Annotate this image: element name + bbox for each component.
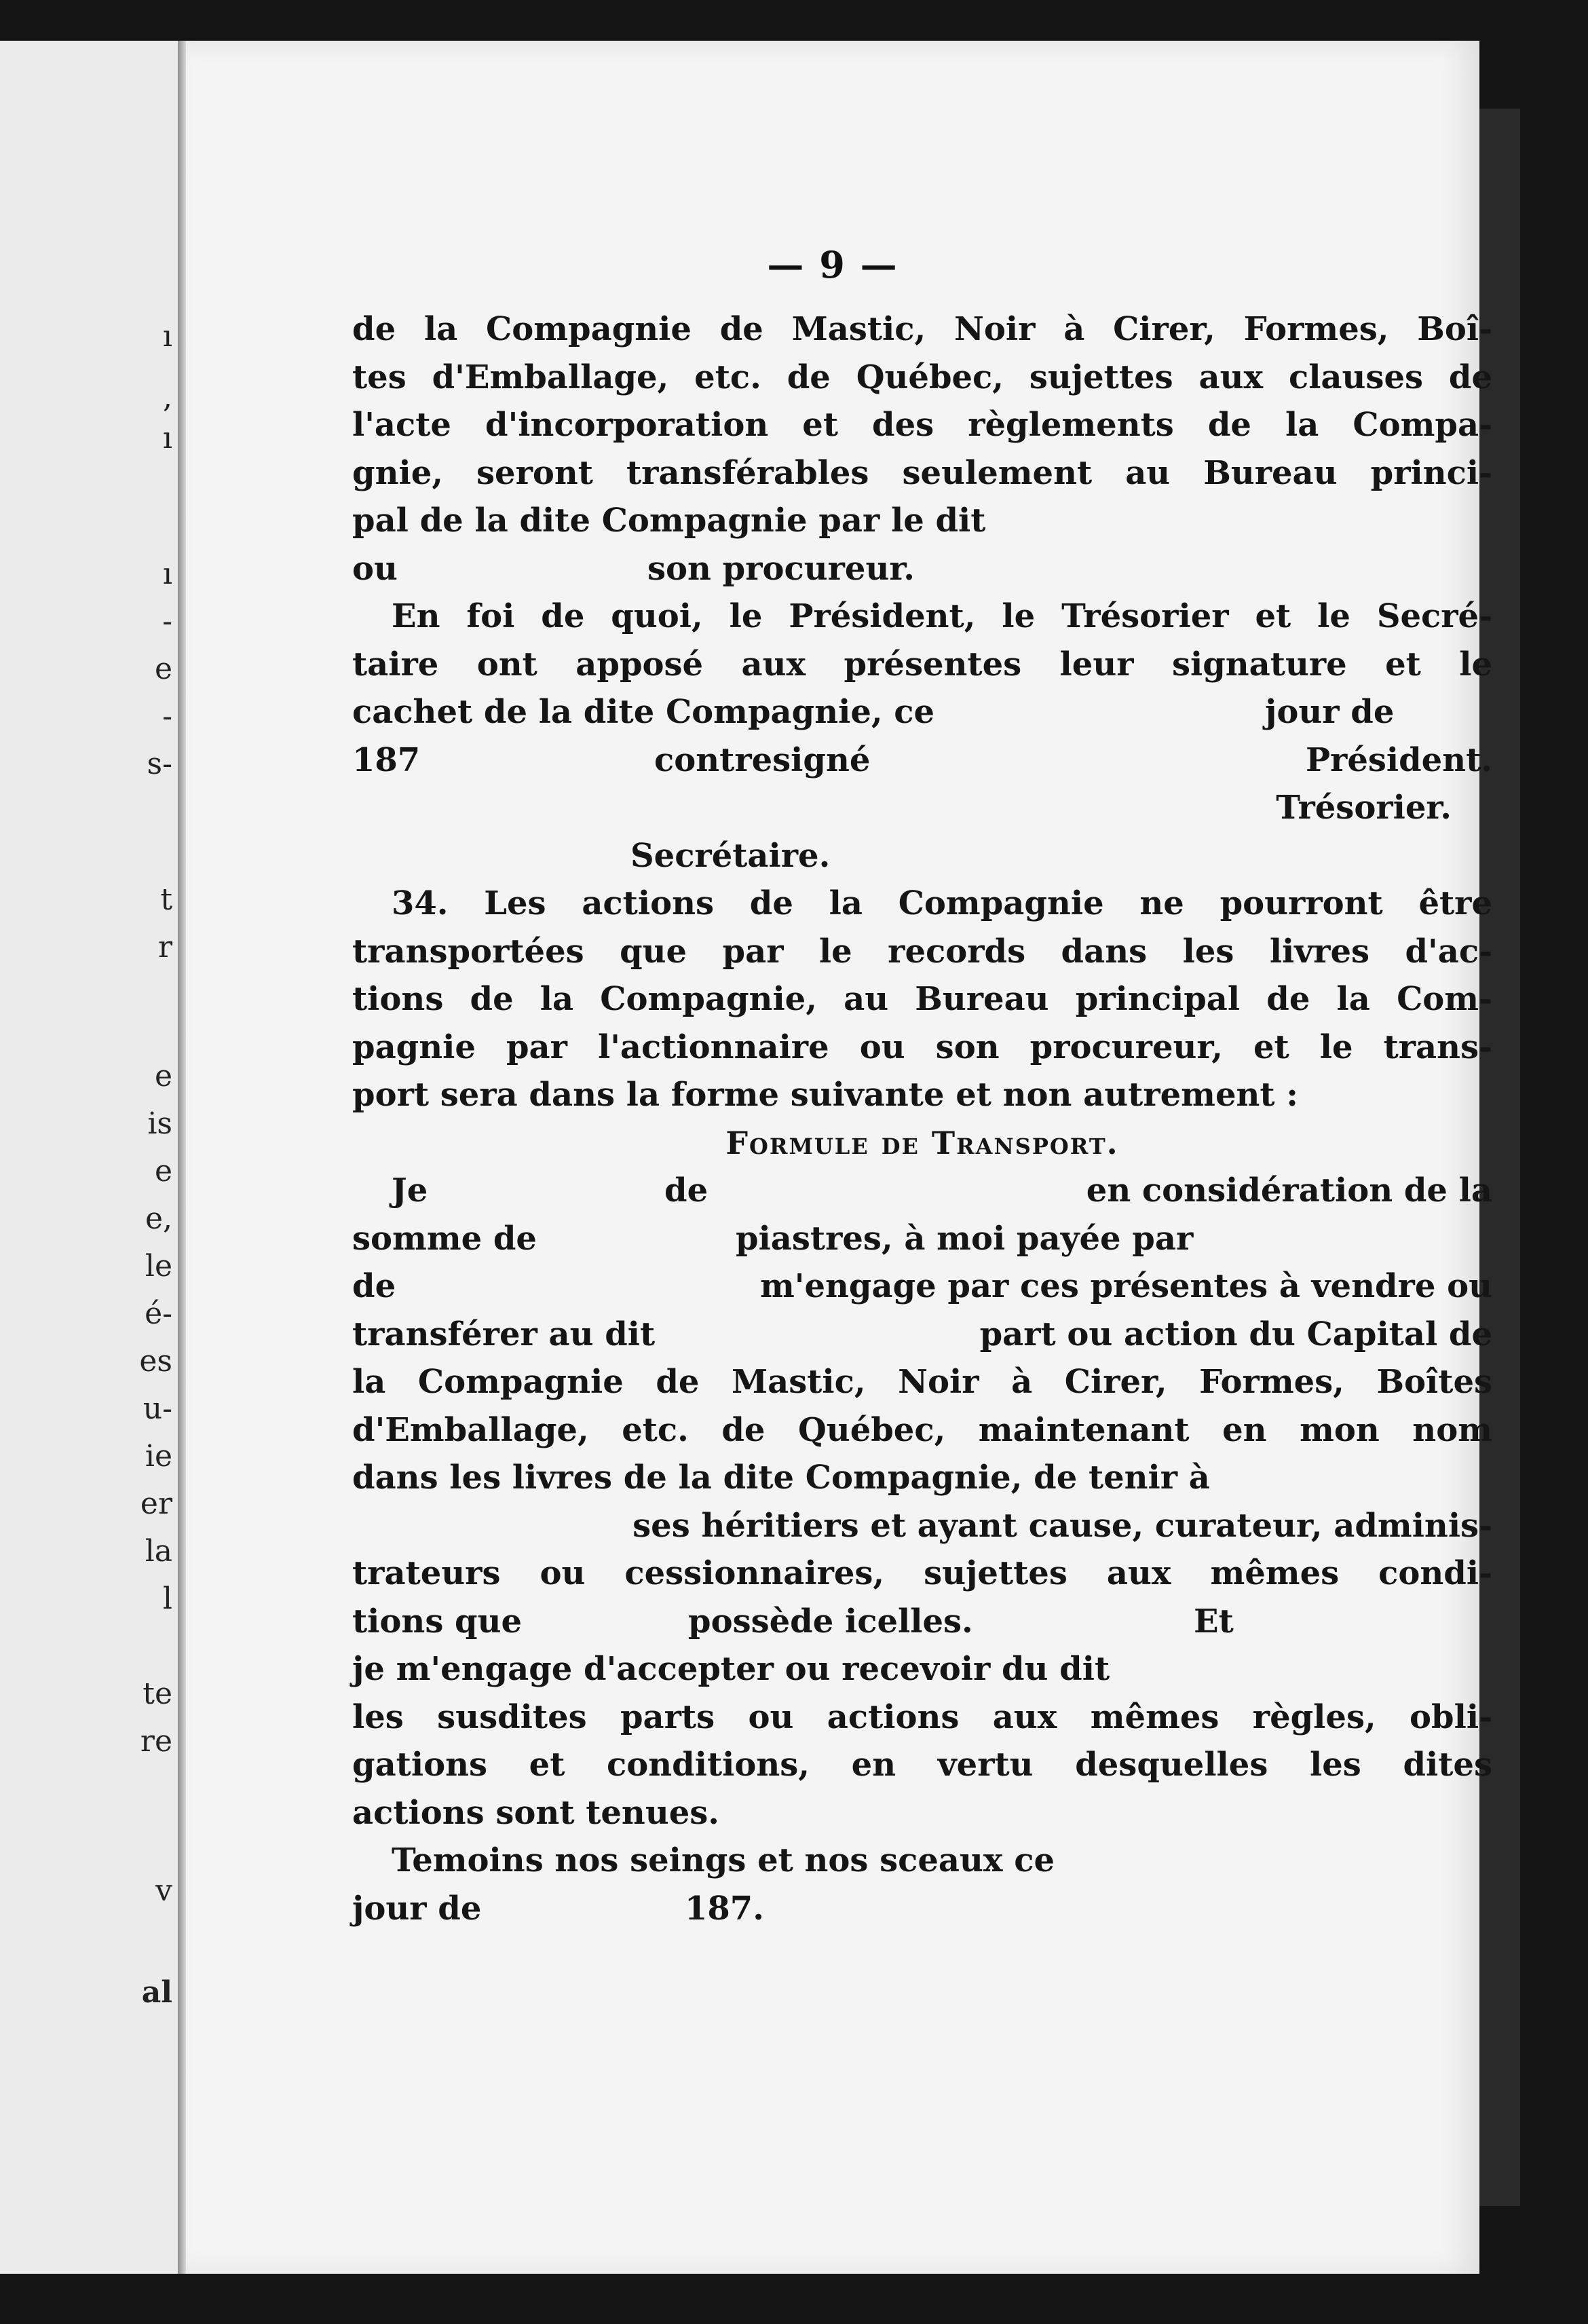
text-line — [352, 1502, 1492, 1550]
text-segment: ou — [352, 549, 398, 588]
text-segment: Temoins nos seings et nos sceaux ce — [392, 1841, 1055, 1879]
document-page — [186, 41, 1492, 2274]
facing-fragment: é- — [145, 1296, 172, 1331]
text-line: les susdites parts ou actions aux mêmes règles, obli- — [352, 1698, 1492, 1736]
text-segment: m'engage par ces présentes à vendre ou — [759, 1267, 1492, 1305]
text-line — [352, 1598, 1492, 1646]
text-segment: Je — [392, 1172, 428, 1210]
text-segment: tions que — [352, 1602, 523, 1641]
page-number: — 9 — — [767, 243, 899, 286]
text-segment: Secrétaire. — [630, 836, 831, 875]
text-line: gations et conditions, en vertu desquelles les dites — [352, 1746, 1492, 1784]
facing-fragment: t — [160, 882, 172, 917]
text-segment: jour de — [1265, 693, 1395, 731]
text-segment: contresigné — [654, 741, 871, 779]
text-segment: transférer au dit — [352, 1315, 656, 1353]
text-line: port sera dans la forme suivante et non autrement : — [352, 1076, 1298, 1114]
facing-fragment: - — [162, 699, 172, 734]
text-line — [352, 736, 1492, 785]
text-segment: dans les livres de la dite Compagnie, de tenir à — [352, 1459, 1210, 1497]
text-line — [352, 1167, 1492, 1215]
page-gutter — [178, 41, 186, 2274]
text-line: l'acte d'incorporation et des règlements de la Compa- — [352, 406, 1492, 444]
text-line: tes d'Emballage, etc. de Québec, sujettes aux clauses de — [352, 358, 1492, 396]
text-line: trateurs ou cessionnaires, sujettes aux mêmes condi- — [352, 1554, 1492, 1592]
facing-fragment: is — [147, 1106, 172, 1141]
facing-fragment: al — [141, 1975, 172, 2010]
facing-fragment: er — [140, 1486, 172, 1521]
text-line — [352, 1454, 1492, 1502]
facing-fragment: ı — [162, 319, 172, 354]
text-line: tions de la Compagnie, au Bureau principal de la Com- — [352, 980, 1492, 1018]
text-segment: possède icelles. — [688, 1602, 973, 1641]
facing-fragment: , — [163, 380, 172, 415]
facing-fragment: ie — [145, 1439, 172, 1474]
text-line: transportées que par le records dans les livres d'ac- — [352, 932, 1492, 971]
text-line — [352, 784, 1492, 832]
text-line — [352, 1215, 1492, 1263]
text-segment: jour de — [352, 1889, 482, 1928]
text-segment: part ou action du Capital de — [979, 1315, 1492, 1353]
text-line — [352, 1789, 1492, 1837]
text-segment: de — [664, 1172, 708, 1210]
text-segment: 187 — [352, 741, 421, 779]
text-line: la Compagnie de Mastic, Noir à Cirer, Formes, Boîtes — [352, 1363, 1492, 1401]
facing-fragment: l — [162, 1581, 172, 1616]
text-segment: actions sont tenues. — [352, 1793, 719, 1832]
facing-fragment: r — [157, 930, 172, 964]
text-line: pal de la dite Compagnie par le dit — [352, 502, 986, 540]
facing-fragment: la — [145, 1534, 172, 1569]
text-line — [352, 832, 1492, 880]
facing-fragment: es — [139, 1344, 172, 1379]
text-segment: somme de — [352, 1219, 537, 1258]
facing-fragment: re — [140, 1724, 172, 1759]
text-segment: je m'engage d'accepter ou recevoir du dit — [352, 1650, 1110, 1688]
facing-fragment: e — [154, 1059, 172, 1093]
facing-fragment: e, — [145, 1201, 172, 1236]
facing-fragment: e — [154, 1154, 172, 1188]
facing-fragment: v — [155, 1873, 172, 1908]
text-line: 34. Les actions de la Compagnie ne pourront être — [392, 884, 1492, 922]
facing-fragment: - — [162, 604, 172, 639]
text-segment: ses héritiers et ayant cause, curateur, adminis- — [632, 1506, 1492, 1545]
page-body — [352, 305, 1492, 1932]
text-segment: Trésorier. — [1276, 789, 1452, 827]
text-line — [352, 1837, 1492, 1885]
text-segment: son procureur. — [647, 549, 915, 588]
text-line — [352, 1645, 1492, 1693]
text-segment: piastres, à moi payée par — [736, 1219, 1194, 1258]
text-line: taire ont apposé aux présentes leur signature et le — [352, 645, 1492, 683]
section-heading: Formule de Transport. — [725, 1124, 1119, 1161]
text-line: d'Emballage, etc. de Québec, maintenant en mon nom — [352, 1410, 1492, 1449]
text-line: gnie, seront transférables seulement au Bureau princi- — [352, 453, 1492, 492]
text-segment: Et — [1194, 1602, 1234, 1641]
facing-fragment: e — [154, 652, 172, 686]
facing-page-fragments — [0, 41, 178, 2274]
text-segment: cachet de la dite Compagnie, ce — [352, 693, 935, 731]
facing-fragment: ı — [162, 421, 172, 455]
text-line — [352, 545, 1492, 593]
text-line: En foi de quoi, le Président, le Trésorier et le Secré- — [392, 597, 1492, 635]
facing-page-edge — [0, 41, 179, 2274]
text-segment: en considération de la — [1086, 1172, 1492, 1210]
text-line — [352, 688, 1492, 736]
text-line: pagnie par l'actionnaire ou son procureur, et le trans- — [352, 1028, 1492, 1066]
facing-fragment: le — [145, 1249, 172, 1283]
facing-fragment: ı — [162, 557, 172, 591]
text-segment: 187. — [685, 1889, 764, 1928]
text-line: de la Compagnie de Mastic, Noir à Cirer, Formes, Boî- — [352, 310, 1492, 348]
text-segment: de — [352, 1267, 396, 1305]
text-line — [352, 1262, 1492, 1311]
text-line — [352, 1885, 1492, 1933]
text-segment: Président. — [1305, 741, 1492, 779]
facing-fragment: te — [143, 1676, 172, 1711]
text-line — [352, 1311, 1492, 1359]
facing-fragment: u- — [143, 1391, 172, 1426]
facing-fragment: s- — [147, 747, 172, 781]
